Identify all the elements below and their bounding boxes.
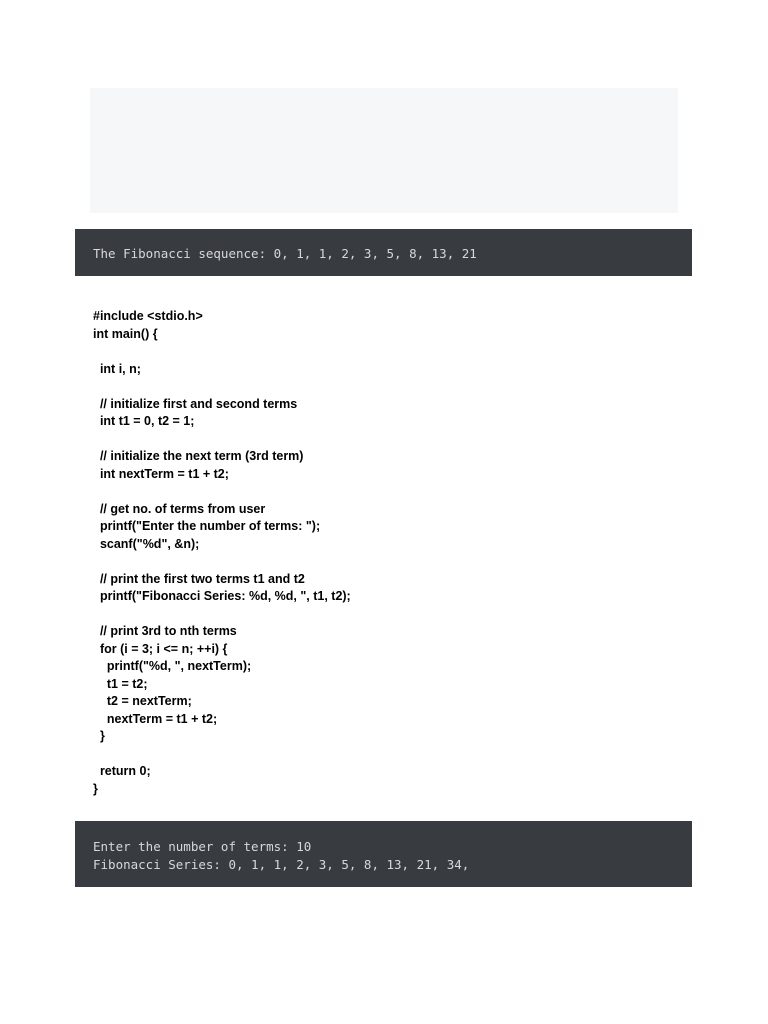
output-block-sequence	[75, 229, 692, 276]
code-line: scanf("%d", &n);	[93, 536, 200, 551]
code-line: t1 = t2;	[93, 676, 148, 691]
code-line: for (i = 3; i <= n; ++i) {	[93, 641, 228, 656]
code-line: // get no. of terms from user	[93, 501, 266, 516]
code-line	[93, 746, 653, 764]
code-line: t2 = nextTerm;	[93, 694, 192, 708]
code-line	[93, 553, 653, 571]
output-line: Fibonacci Series: 0, 1, 1, 2, 3, 5, 8, 13, 21, 34,	[93, 857, 470, 872]
code-line: // print 3rd to nth terms	[93, 624, 237, 638]
embed-placeholder-box	[90, 88, 678, 213]
code-line: // initialize the next term (3rd term)	[93, 449, 304, 463]
output-line: Enter the number of terms: 10	[93, 839, 312, 854]
code-line: int main() {	[93, 326, 158, 341]
code-line: return 0;	[93, 764, 151, 778]
output-block-program-run	[75, 821, 692, 887]
code-line: #include <stdio.h>	[93, 309, 203, 323]
code-line: }	[93, 729, 105, 743]
code-line: // initialize first and second terms	[93, 396, 298, 411]
code-line	[93, 483, 653, 501]
code-line: // print the first two terms t1 and t2	[93, 571, 305, 586]
code-line	[93, 343, 653, 361]
code-line: }	[93, 781, 98, 796]
code-line: int i, n;	[93, 361, 141, 376]
code-line: printf("%d, ", nextTerm);	[93, 659, 252, 673]
code-line	[93, 431, 653, 449]
code-line: int nextTerm = t1 + t2;	[93, 466, 229, 481]
code-line: printf("Enter the number of terms: ");	[93, 519, 321, 533]
code-line: nextTerm = t1 + t2;	[93, 711, 218, 726]
code-line	[93, 378, 653, 396]
code-listing	[93, 308, 653, 798]
code-line: int t1 = 0, t2 = 1;	[93, 414, 195, 428]
code-line: printf("Fibonacci Series: %d, %d, ", t1, t2);	[93, 589, 351, 603]
code-line	[93, 606, 653, 624]
output-line: The Fibonacci sequence: 0, 1, 1, 2, 3, 5, 8, 13, 21	[93, 246, 477, 261]
